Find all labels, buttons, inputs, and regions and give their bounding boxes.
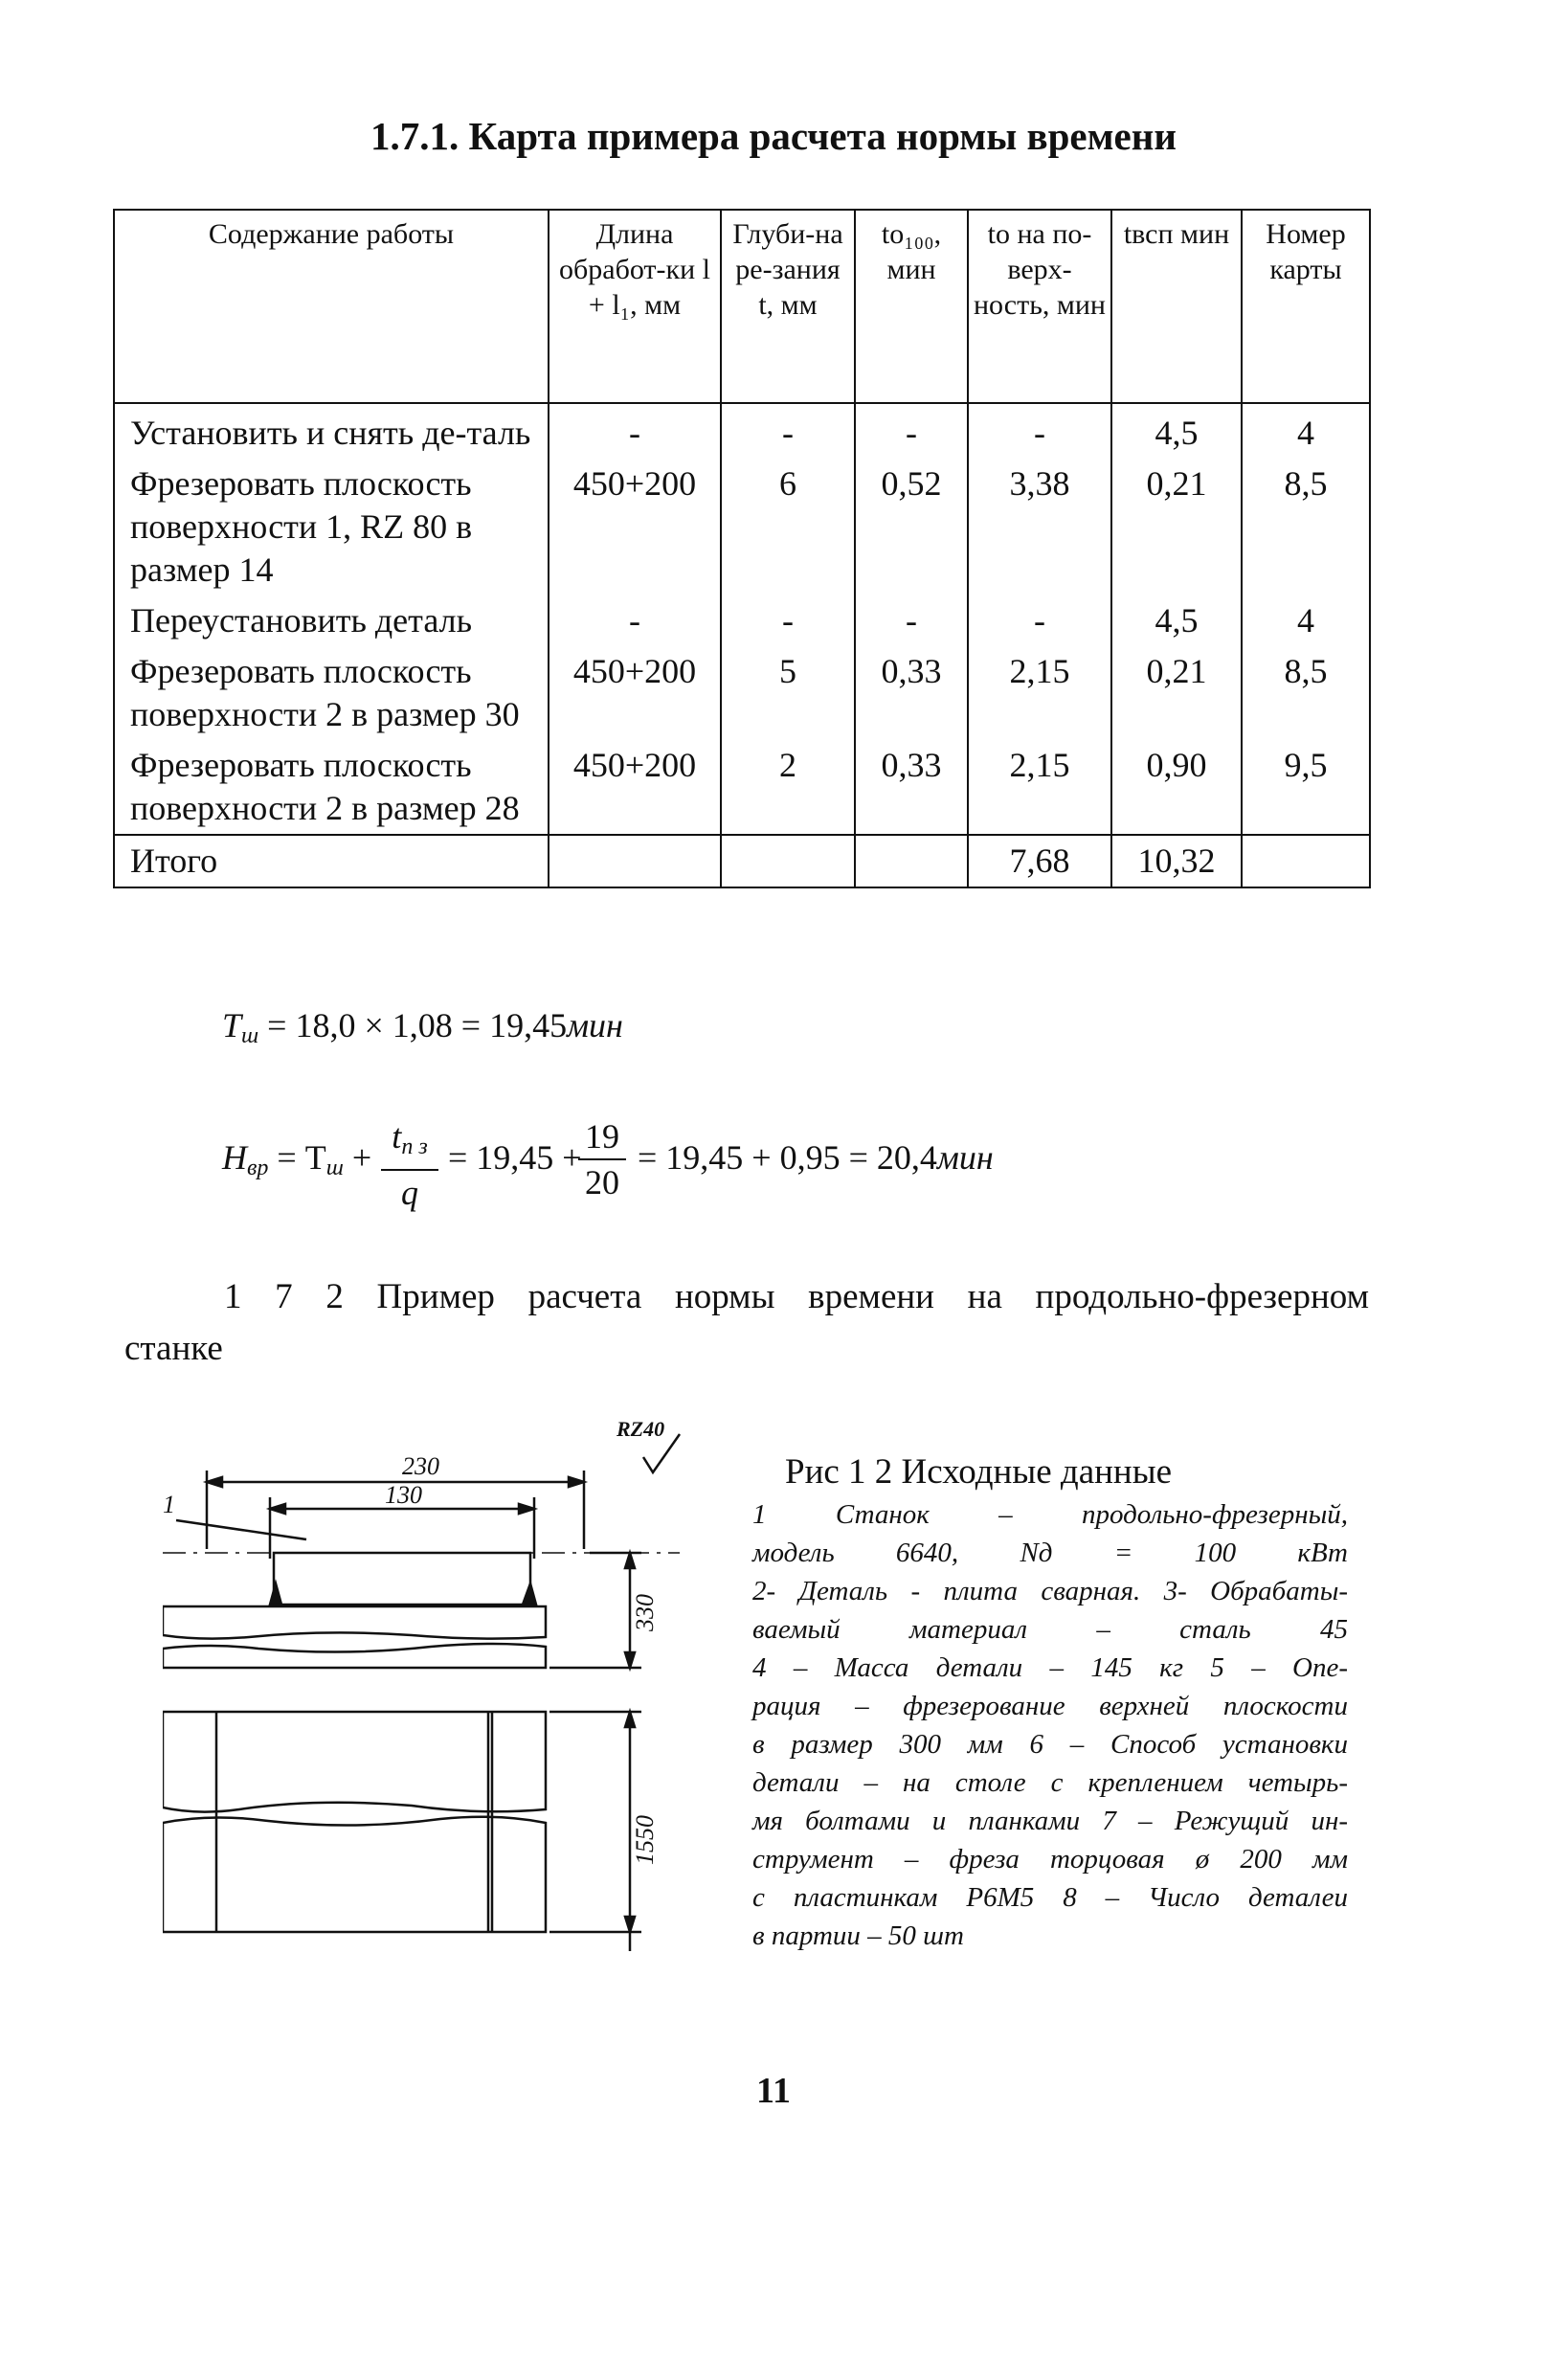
formula1-rhs: = 18,0 × 1,08 = 19,45: [267, 1006, 568, 1044]
cell-to100: 0,52: [855, 459, 968, 595]
header-work: Содержание работы: [114, 210, 549, 403]
upper-rib: [274, 1553, 530, 1605]
cell-depth: 5: [721, 646, 855, 740]
caption-line: 2- Деталь - плита сварная. 3- Обрабаты-: [752, 1576, 1348, 1606]
plate-section-bottom: [163, 1644, 546, 1668]
formula2-plus: +: [351, 1138, 372, 1177]
page-number: 11: [756, 2071, 791, 2111]
section-line-2: станке: [124, 1329, 223, 1368]
cell-length: -: [549, 595, 721, 646]
formula2-lhs-sub: вр: [247, 1156, 269, 1180]
cell-depth: -: [721, 403, 855, 459]
cell-length: 450+200: [549, 646, 721, 740]
cell-tvsp: 4,5: [1111, 403, 1242, 459]
cell-desc: Фрезеровать плоскость поверхности 1, RZ 80 в размер 14: [114, 459, 549, 595]
cell-tvsp: 4,5: [1111, 595, 1242, 646]
page-title: 1.7.1. Карта примера расчета нормы времени: [370, 114, 1177, 158]
cell-empty: [855, 835, 968, 887]
cell-to100: -: [855, 403, 968, 459]
weld-icon: [523, 1583, 536, 1605]
header-depth: Глуби-на ре-зания t, мм: [721, 210, 855, 403]
cell-desc: Переустановить деталь: [114, 595, 549, 646]
caption-line: струмент – фреза торцовая ø 200 мм: [752, 1844, 1348, 1875]
formula2-eq3: = 19,45 + 0,95 = 20,4: [638, 1138, 937, 1177]
frac1-num: t: [392, 1117, 402, 1156]
formula2-eq1: = T: [277, 1138, 326, 1177]
leader-label: 1: [163, 1491, 175, 1518]
caption-line: модель 6640, Nд = 100 кВт: [752, 1538, 1348, 1568]
header-tvsp: tвсп мин: [1111, 210, 1242, 403]
table-total-row: [114, 835, 1370, 887]
dim-label-1550: 1550: [631, 1815, 659, 1865]
cell-empty: [721, 835, 855, 887]
table-row: [114, 646, 1370, 740]
arrow-down-icon: [625, 1652, 635, 1668]
cell-to100: 0,33: [855, 646, 968, 740]
cell-tvsp: 0,90: [1111, 740, 1242, 835]
cell-depth: -: [721, 595, 855, 646]
formula2-lhs: H: [222, 1138, 247, 1177]
formula1-lhs: T: [222, 1006, 242, 1044]
cell-card: 9,5: [1242, 740, 1370, 835]
frac2-den: 20: [585, 1163, 619, 1201]
cell-card: 8,5: [1242, 459, 1370, 595]
section-line-1: 1 7 2 Пример расчета нормы времени на продольно-фрезерном: [224, 1277, 1369, 1316]
caption-line: в партии – 50 шт: [752, 1920, 964, 1951]
caption-line: с пластинкам Р6М5 8 – Число деталеи: [752, 1882, 1348, 1913]
weld-icon: [270, 1583, 281, 1605]
header-length: Длина обработ-ки l + l₁, мм: [549, 210, 721, 403]
cell-to100: -: [855, 595, 968, 646]
formula2-eq2: = 19,45 +: [448, 1138, 582, 1177]
cell-to: 2,15: [968, 740, 1111, 835]
caption-line: мя болтами и планками 7 – Режущий ин-: [752, 1806, 1348, 1836]
cell-card: 4: [1242, 595, 1370, 646]
section-heading: [124, 1271, 1369, 1375]
dim-label-230: 230: [402, 1452, 439, 1480]
formula2-unit: мин: [936, 1138, 994, 1177]
header-card: Номер карты: [1242, 210, 1370, 403]
caption-line: 4 – Масса детали – 145 кг 5 – Опе-: [752, 1652, 1348, 1683]
arrow-up-icon: [625, 1712, 635, 1727]
part-drawing: [163, 1415, 699, 1989]
cell-to: -: [968, 595, 1111, 646]
formula1-unit: мин: [567, 1006, 623, 1044]
cell-tvsp: 0,21: [1111, 459, 1242, 595]
cell-to: -: [968, 403, 1111, 459]
cell-depth: 6: [721, 459, 855, 595]
time-norm-table: [113, 209, 1371, 888]
table-row: [114, 403, 1370, 459]
formula2-fraction-2: [578, 1114, 626, 1204]
cell-empty: [1242, 835, 1370, 887]
formula-time-norm: [222, 1101, 1084, 1216]
frac1-den: q: [401, 1174, 418, 1212]
dim-label-130: 130: [385, 1481, 422, 1509]
roughness-label: RZ40: [617, 1417, 665, 1441]
arrow-up-icon: [625, 1553, 635, 1568]
header-to-surface: to на по-верх-ность, мин: [968, 210, 1111, 403]
cell-depth: 2: [721, 740, 855, 835]
arrow-left-icon: [207, 1477, 222, 1487]
cell-length: -: [549, 403, 721, 459]
formula-piece-time: [222, 1005, 623, 1049]
cell-length: 450+200: [549, 459, 721, 595]
figure-caption: [752, 1495, 1348, 1955]
arrow-right-icon: [569, 1477, 584, 1487]
plate-section-top: [163, 1606, 546, 1639]
formula1-lhs-sub: ш: [241, 1023, 259, 1048]
cell-total-tvsp: 10,32: [1111, 835, 1242, 887]
frac1-num-sub: п з: [401, 1134, 428, 1159]
cell-desc: Фрезеровать плоскость поверхности 2 в размер 28: [114, 740, 549, 835]
cell-empty: [549, 835, 721, 887]
cell-length: 450+200: [549, 740, 721, 835]
cell-desc: Фрезеровать плоскость поверхности 2 в размер 30: [114, 646, 549, 740]
caption-line: в размер 300 мм 6 – Способ установки: [752, 1729, 1348, 1760]
cell-total-label: Итого: [114, 835, 549, 887]
header-to100: to₁₀₀, мин: [855, 210, 968, 403]
frac2-num: 19: [578, 1114, 626, 1160]
cell-to: 2,15: [968, 646, 1111, 740]
caption-line: ваемый материал – сталь 45: [752, 1614, 1348, 1645]
cell-to100: 0,33: [855, 740, 968, 835]
arrow-down-icon: [625, 1917, 635, 1932]
dim-label-330: 330: [631, 1594, 659, 1631]
table-row: [114, 740, 1370, 835]
caption-line: детали – на столе с креплением четырь-: [752, 1767, 1348, 1798]
cell-card: 4: [1242, 403, 1370, 459]
cell-card: 8,5: [1242, 646, 1370, 740]
cell-desc: Установить и снять де-таль: [114, 403, 549, 459]
table-row: [114, 595, 1370, 646]
formula2-eq1-sub: ш: [325, 1156, 344, 1180]
caption-line: рация – фрезерование верхней плоскости: [752, 1691, 1348, 1721]
formula2-fraction-1: [381, 1114, 438, 1215]
arrow-right-icon: [519, 1504, 534, 1514]
table-header-row: [114, 210, 1370, 403]
cell-total-to: 7,68: [968, 835, 1111, 887]
leader-line: [176, 1520, 306, 1539]
cell-to: 3,38: [968, 459, 1111, 595]
figure-title: Рис 1 2 Исходные данные: [785, 1452, 1173, 1492]
cell-tvsp: 0,21: [1111, 646, 1242, 740]
table-row: [114, 459, 1370, 595]
arrow-left-icon: [270, 1504, 285, 1514]
caption-line: 1 Станок – продольно-фрезерный,: [752, 1499, 1348, 1530]
